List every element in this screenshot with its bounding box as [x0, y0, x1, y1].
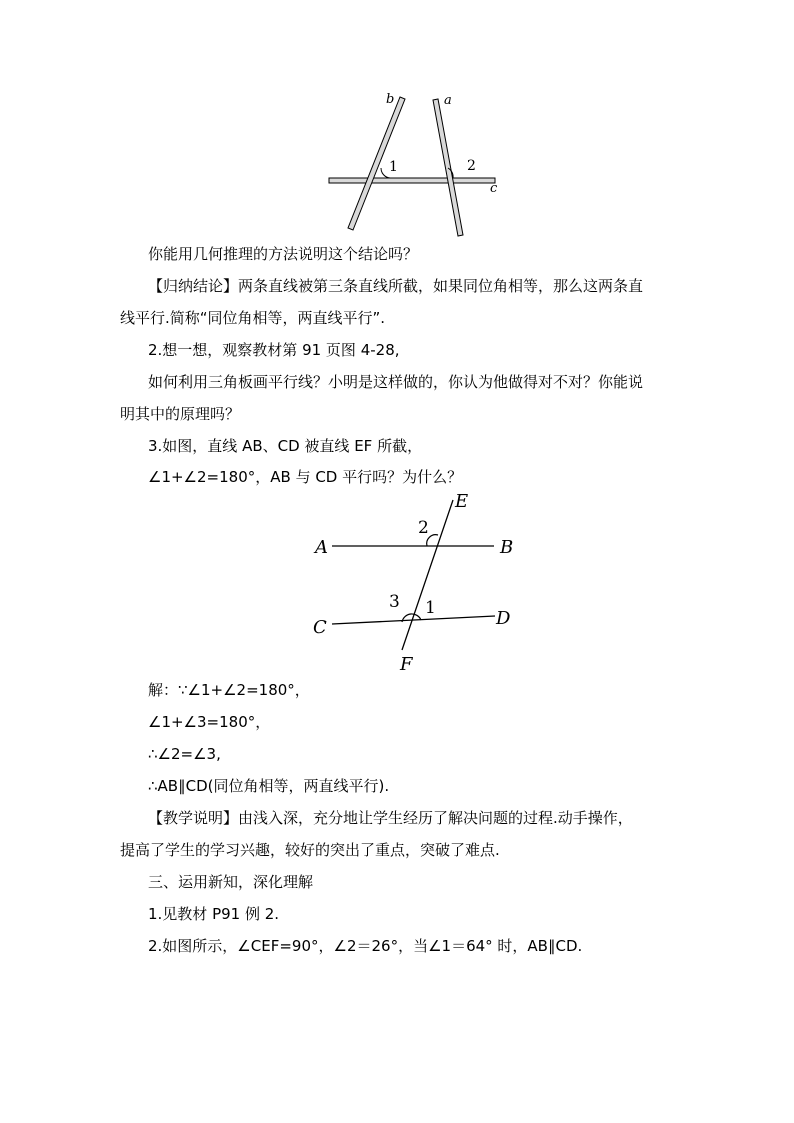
label-E: E — [455, 491, 469, 512]
solution-step-4: ∴AB∥CD(同位角相等，两直线平行). — [148, 777, 390, 795]
solution-step-1: 解：∵∠1+∠2=180°， — [148, 681, 310, 699]
figure-sticks — [320, 90, 510, 240]
item-2: 2.想一想，观察教材第 91 页图 4-28, — [148, 341, 400, 359]
section-3-title: 三、运用新知，深化理解 — [148, 873, 314, 891]
item-2-question-line-1: 如何利用三角板画平行线？小明是这样做的，你认为他做得对不对？你能说 — [148, 373, 644, 391]
figure-transversal-drawing — [305, 490, 530, 675]
figure-sticks-drawing — [320, 90, 510, 240]
conclusion-line-1: 【归纳结论】两条直线被第三条直线所截，如果同位角相等，那么这两条直 — [148, 277, 644, 295]
section-3-item-1: 1.见教材 P91 例 2. — [148, 905, 280, 923]
label-b: b — [386, 92, 395, 107]
solution-step-2: ∠1+∠3=180°， — [148, 713, 271, 731]
question-reasoning: 你能用几何推理的方法说明这个结论吗？ — [148, 245, 419, 263]
angle-2-label: 2 — [467, 158, 476, 174]
label-C: C — [313, 617, 327, 638]
item-3-condition: ∠1+∠2=180°，AB 与 CD 平行吗？为什么？ — [148, 468, 463, 486]
figure-transversal — [305, 490, 530, 675]
label-B: B — [500, 537, 514, 558]
label-a: a — [444, 93, 452, 108]
section-3-item-2: 2.如图所示，∠CEF=90°，∠2＝26°，当∠1＝64° 时，AB∥CD. — [148, 937, 583, 955]
angle-1-label: 1 — [425, 598, 436, 618]
item-3: 3.如图，直线 AB、CD 被直线 EF 所截， — [148, 437, 423, 455]
label-D: D — [496, 608, 511, 629]
item-2-question-line-2: 明其中的原理吗？ — [120, 405, 241, 423]
conclusion-line-2: 线平行.简称“同位角相等，两直线平行”. — [120, 309, 386, 327]
label-A: A — [315, 537, 328, 558]
angle-1-label: 1 — [389, 159, 398, 175]
angle-2-label: 2 — [418, 518, 429, 538]
teaching-note-line-1: 【教学说明】由浅入深，充分地让学生经历了解决问题的过程.动手操作， — [148, 809, 633, 827]
solution-step-3: ∴∠2=∠3, — [148, 745, 221, 763]
label-c: c — [490, 181, 498, 196]
teaching-note-line-2: 提高了学生的学习兴趣，较好的突出了重点，突破了难点. — [120, 841, 500, 859]
angle-3-label: 3 — [389, 592, 400, 612]
label-F: F — [400, 654, 413, 675]
